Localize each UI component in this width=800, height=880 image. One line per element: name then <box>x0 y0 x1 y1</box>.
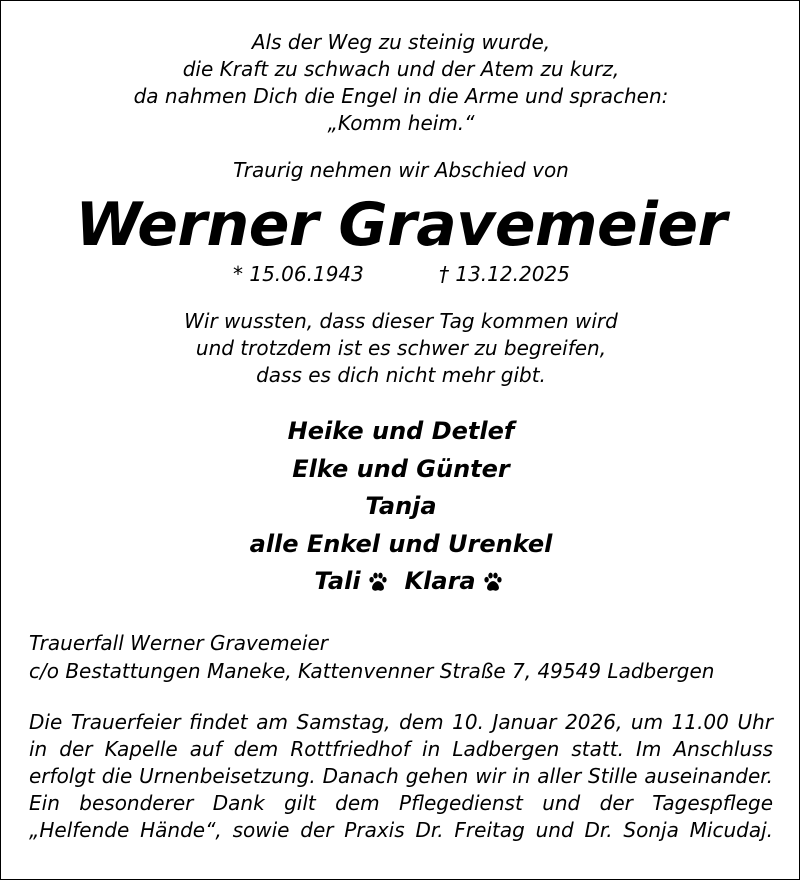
pets-line <box>1 563 800 601</box>
poem-line: da nahmen Dich die Engel in die Arme und sprachen: <box>133 84 669 108</box>
ceremony-text: Die Trauerfeier findet am Samstag, dem 10. Januar 2026, um 11.00 Uhr in der Kapelle auf dem Rottfriedhof in Ladbergen statt. Im Anschluss erfolgt die Urnenbeisetzung. Danach gehen wir in aller Stille auseinander. <box>29 710 773 788</box>
quote-line: dass es dich nicht mehr gibt. <box>256 363 546 387</box>
mourners-list <box>1 413 800 601</box>
pet-name: Klara <box>404 567 476 595</box>
mourner: Heike und Detlef <box>287 417 515 445</box>
pet-name: Tali <box>314 567 361 595</box>
ceremony-info <box>29 709 773 844</box>
deceased-name: Werner Gravemeier <box>75 190 727 260</box>
mourner: Elke und Günter <box>292 454 510 483</box>
quote-line: und trotzdem ist es schwer zu begreifen, <box>195 336 607 360</box>
thanks-text: Ein besonderer Dank gilt dem Pflegedienst und der Tagespflege „Helfende Hände“, sowie der Praxis Dr. Freitag und Dr. Sonja Micudaj. <box>29 791 773 842</box>
quote <box>1 308 800 389</box>
quote-line: Wir wussten, dass dieser Tag kommen wird <box>184 309 618 333</box>
poem <box>1 29 800 137</box>
death-date: † 13.12.2025 <box>439 262 570 286</box>
poem-line: „Komm heim.“ <box>327 111 475 135</box>
poem-line: die Kraft zu schwach und der Atem zu kurz, <box>182 57 620 81</box>
mourner: alle Enkel und Urenkel <box>249 529 553 558</box>
paw-icon <box>367 571 389 593</box>
address-line: c/o Bestattungen Maneke, Kattenvenner Straße 7, 49549 Ladbergen <box>29 659 715 683</box>
mourner: Tanja <box>365 492 437 520</box>
mourning-address <box>29 629 714 685</box>
address-line: Trauerfall Werner Gravemeier <box>29 631 328 655</box>
intro-text: Traurig nehmen wir Abschied von <box>233 158 569 182</box>
paw-icon <box>482 571 504 593</box>
poem-line: Als der Weg zu steinig wurde, <box>251 30 551 54</box>
birth-date: * 15.06.1943 <box>233 262 364 286</box>
pets <box>314 563 503 601</box>
